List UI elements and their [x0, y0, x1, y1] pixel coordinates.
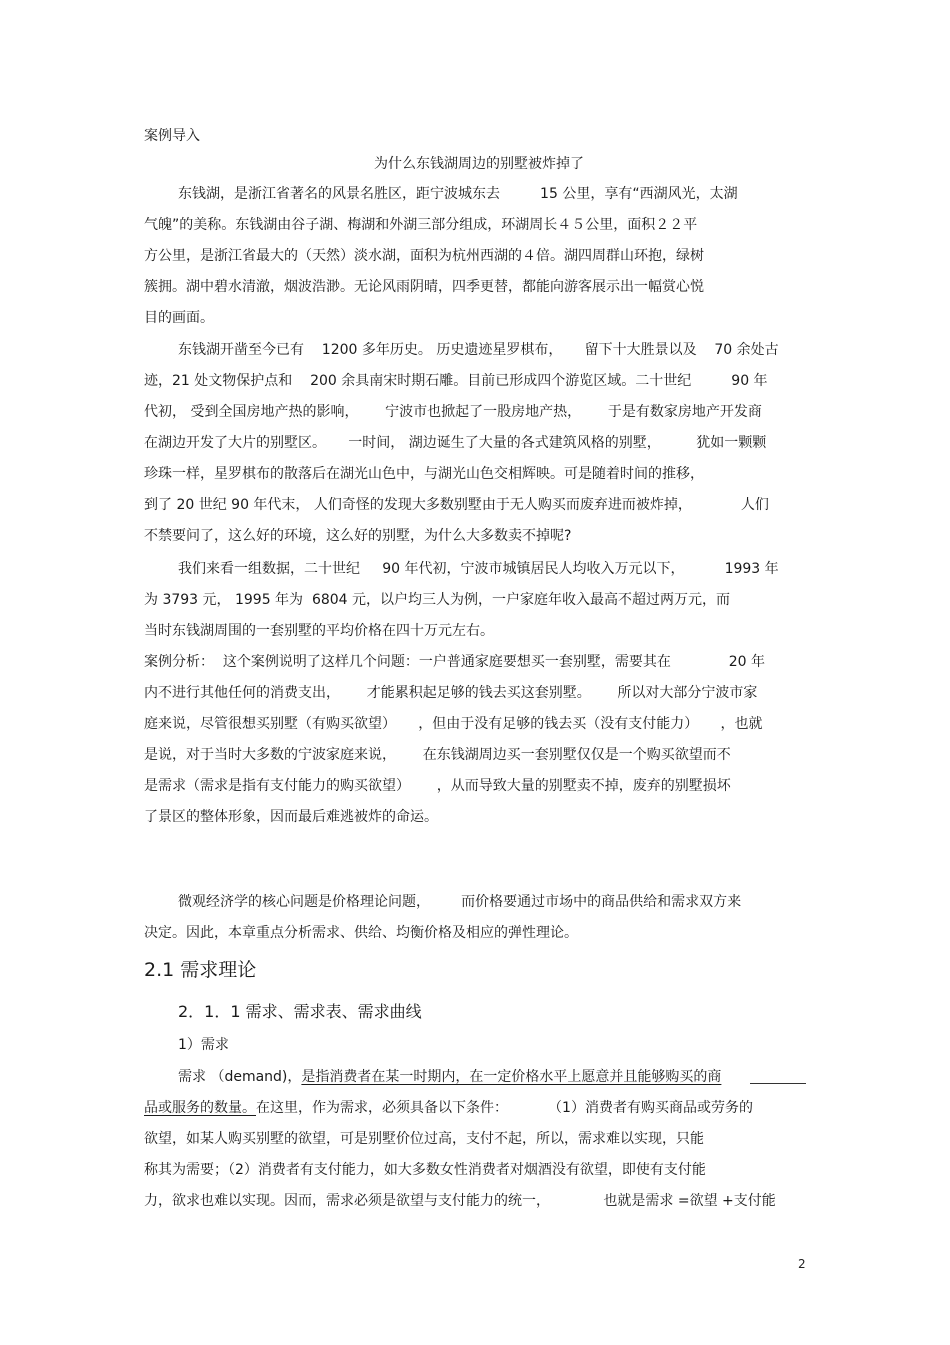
text-line: 方公里，是浙江省最大的（天然）淡水湖，面积为杭州西湖的４倍。湖四周群山环抱，绿树	[144, 248, 704, 264]
text-line: 气魄”的美称。东钱湖由谷子湖、梅湖和外湖三部分组成，环湖周长４５公里，面积２２平	[144, 217, 698, 233]
text-line: 欲望，如某人购买别墅的欲望，可是别墅价位过高，支付不起，所以，需求难以实现，只能	[144, 1131, 704, 1147]
text-line: 东钱湖，是浙江省著名的风景名胜区，距宁波城东去 15 公里，享有“西湖风光，太湖	[178, 186, 738, 202]
text-line: 了景区的整体形象，因而最后难逃被炸的命运。	[144, 809, 438, 825]
text-line: 在湖边开发了大片的别墅区。 一时间， 湖边诞生了大量的各式建筑风格的别墅， 犹如一颗颗	[144, 435, 767, 451]
text-line: 目的画面。	[144, 310, 214, 326]
text-line: 庭来说，尽管很想买别墅（有购买欲望） ，但由于没有足够的钱去买（没有支付能力） ，也就	[144, 716, 763, 732]
subsection-heading: 2．1．1 需求、需求表、需求曲线	[178, 1002, 422, 1021]
section-heading: 2.1 需求理论	[144, 959, 257, 981]
case-title: 为什么东钱湖周边的别墅被炸掉了	[374, 156, 584, 172]
text-line: 东钱湖开凿至今已有 1200 多年历史。 历史遗迹星罗棋布， 留下十大胜景以及 70 余处古	[178, 342, 779, 358]
text-line	[178, 1068, 818, 1086]
text-line: 称其为需要；（2）消费者有支付能力，如大多数女性消费者对烟酒没有欲望，即使有支付能	[144, 1162, 706, 1178]
text-line: 为 3793 元， 1995 年为 6804 元，以户均三人为例，一户家庭年收入最高不超过两万元，而	[144, 592, 731, 608]
term-demand: 需求 （demand)，	[178, 1069, 302, 1085]
text-line: 当时东钱湖周围的一套别墅的平均价格在四十万元左右。	[144, 623, 494, 639]
text-line: 到了 20 世纪 90 年代末， 人们奇怪的发现大多数别墅由于无人购买而废弃进而被炸掉， 人们	[144, 497, 769, 513]
text-line: 珍珠一样，星罗棋布的散落后在湖光山色中，与湖光山色交相辉映。可是随着时间的推移，	[144, 466, 704, 482]
text-line: 力，欲求也难以实现。因而，需求必须是欲望与支付能力的统一， 也就是需求 =欲望 +支付能	[144, 1193, 776, 1209]
text-line: 是需求（需求是指有支付能力的购买欲望） ，从而导致大量的别墅卖不掉，废弃的别墅损坏	[144, 778, 731, 794]
text-line: 迹，21 处文物保护点和 200 余具南宋时期石雕。目前已形成四个游览区域。二十世纪 90 年	[144, 373, 768, 389]
text-line: 决定。因此，本章重点分析需求、供给、均衡价格及相应的弹性理论。	[144, 925, 578, 941]
text-line: 不禁要问了，这么好的环境，这么好的别墅，为什么大多数卖不掉呢?	[144, 528, 572, 544]
case-intro-label: 案例导入	[144, 128, 200, 144]
definition-underlined: 品或服务的数量。	[144, 1100, 256, 1116]
text-line	[144, 1099, 814, 1117]
text-line: 微观经济学的核心问题是价格理论问题， 而价格要通过市场中的商品供给和需求双方来	[178, 894, 742, 910]
text-line: 代初， 受到全国房地产热的影响， 宁波市也掀起了一股房地产热， 于是有数家房地产开发商	[144, 404, 762, 420]
text-line: 内不进行其他任何的消费支出， 才能累积起足够的钱去买这套别墅。 所以对大部分宁波市家	[144, 685, 758, 701]
text-span: 在这里，作为需求，必须具备以下条件： （1）消费者有购买商品或劳务的	[256, 1100, 753, 1116]
definition-underlined: 是指消费者在某一时期内，在一定价格水平上愿意并且能够购买的商	[301, 1069, 722, 1085]
underline-rule	[750, 1083, 806, 1084]
text-line: 是说，对于当时大多数的宁波家庭来说， 在东钱湖周边买一套别墅仅仅是一个购买欲望而不	[144, 747, 731, 763]
text-line: 案例分析： 这个案例说明了这样几个问题：一户普通家庭要想买一套别墅，需要其在 20 年	[144, 654, 766, 670]
subsubsection-label: 1）需求	[178, 1037, 229, 1053]
page-number: 2	[798, 1257, 806, 1271]
text-line: 我们来看一组数据，二十世纪 90 年代初，宁波市城镇居民人均收入万元以下， 1993 年	[178, 561, 779, 577]
text-line: 簇拥。湖中碧水清澈，烟波浩渺。无论风雨阴晴，四季更替，都能向游客展示出一幅赏心悦	[144, 279, 704, 295]
